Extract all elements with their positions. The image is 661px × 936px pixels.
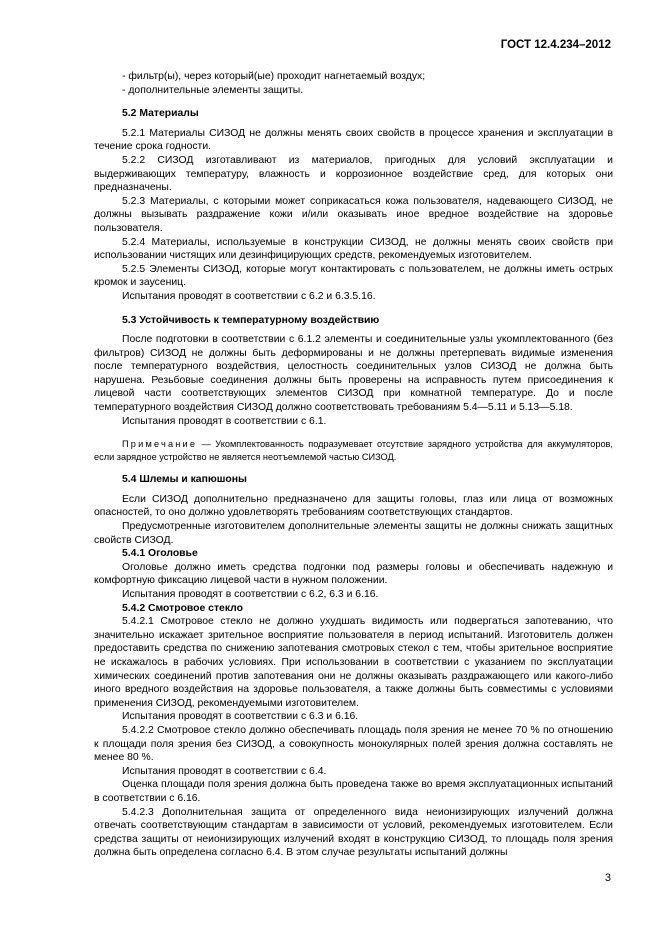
section-heading-5-2: 5.2 Материалы — [122, 108, 199, 120]
paragraph: 5.4.2.3 Дополнительная защита от определенного вида неионизирующих излучений должна отвечать соответствующим стандартам в зависимости от условий, рекомендуемых изготовителем. Если средства защиты от неионизирующих излучений входят в конструкцию СИЗОД, то площадь поля зрения должна быть определена согласно 6.4. В этом случае результаты испытаний должны — [94, 806, 613, 859]
list-item: - дополнительные элементы защиты. — [122, 84, 304, 96]
paragraph: Если СИЗОД дополнительно предназначено для защиты головы, глаз или лица от возможных опасностей, то оно должно удовлетворять требованиям соответствующих стандартов. — [94, 493, 613, 519]
document-header: ГОСТ 12.4.234–2012 — [500, 39, 611, 51]
paragraph: 5.2.3 Материалы, с которыми может соприкасаться кожа пользователя, надевающего СИЗОД, не должны вызывать раздражение кожи и/или оказывать иное вредное воздействие на здоровье пользователя. — [94, 195, 613, 234]
paragraph: 5.2.4 Материалы, используемые в конструкции СИЗОД, не должны менять своих свойств при использовании чистящих или дезинфицирующих средств, рекомендуемых изготовителем. — [94, 236, 613, 262]
note-label: Примечание — [122, 439, 198, 450]
page-number: 3 — [604, 872, 611, 884]
paragraph: Испытания проводят в соответствии с 6.2, 6.3 и 6.16. — [122, 589, 379, 600]
section-heading-5-3: 5.3 Устойчивость к температурному воздействию — [122, 314, 380, 326]
paragraph: 5.4.2.2 Смотровое стекло должно обеспечивать площадь поля зрения не менее 70 % по отношению к площади поля зрения без СИЗОД, а совокупность монокулярных полей зрения должна составлять не менее 80 %. — [94, 724, 613, 764]
subsection-heading-5-4-1: 5.4.1 Оголовье — [122, 548, 198, 560]
paragraph: 5.2.1 Материалы СИЗОД не должны менять своих свойств в процессе хранения и эксплуатации в течение срока годности. — [94, 127, 613, 153]
paragraph: Испытания проводят в соответствии с 6.1. — [122, 415, 327, 427]
note-text: — Укомплектованность подразумевает отсутствие зарядного устройства для аккумуляторов, если зарядное устройство не является неотъемлемой частью СИЗОД. — [94, 439, 613, 462]
paragraph: 5.2.5 Элементы СИЗОД, которые могут контактировать с пользователем, не должны иметь острых кромок и заусениц. — [94, 263, 613, 289]
paragraph: Предусмотренные изготовителем дополнительные элементы защиты не должны снижать защитных свойств СИЗОД. — [94, 521, 613, 546]
paragraph: Испытания проводят в соответствии с 6.3 и 6.16. — [122, 711, 359, 723]
paragraph: 5.4.2.1 Смотровое стекло не должно ухудшать видимость или подвергаться запотеванию, что значительно искажает зрительное восприятие пользователя в период испытаний. Изготовитель должен предоставить средства по снижению запотевания смотровых стекол с тем, чтобы зрительное восприятие не искажалось в рабочих условиях. При использовании в соответствии с указанием по эксплуатации химических соединений против запотевания они не должны оказывать раздражающего или какого-либо иного вредного воздействия на здоровье пользователя, а также должны быть совместимы с условиями применения СИЗОД, рекомендуемыми изготовителем. — [94, 616, 613, 709]
paragraph: Испытания проводят в соответствии с 6.4. — [122, 765, 327, 777]
paragraph: После подготовки в соответствии с 6.1.2 элементы и соединительные узлы укомплектованного (без фильтров) СИЗОД не должны быть деформированы и не должны претерпевать видимые изменения после температурного воздействия, целостность соединительных узлов СИЗОД не должна быть нарушена. Резьбовые соединения должны быть проверены на исправность путем присоединения к лицевой части соответствующих элементов СИЗОД при комнатной температуре. До и после температурного воздействия СИЗОД должно соответствовать требованиям 5.4—5.11 и 5.13—5.18. — [94, 334, 613, 414]
paragraph: Испытания проводят в соответствии с 6.2 и 6.3.5.16. — [122, 290, 376, 302]
paragraph: Оценка площади поля зрения должна быть проведена также во время эксплуатационных испытаний в соответствии с 6.16. — [94, 779, 613, 804]
subsection-heading-5-4-2: 5.4.2 Смотровое стекло — [122, 602, 243, 614]
note — [94, 438, 613, 463]
document-body — [94, 70, 613, 860]
list-item: - фильтр(ы), через который(ые) проходит нагнетаемый воздух; — [122, 71, 426, 82]
paragraph: 5.2.2 СИЗОД изготавливают из материалов, пригодных для условий эксплуатации и выдерживающих температуру, влажность и коррозионное воздействие сред, для которых они предназначены. — [94, 154, 613, 194]
paragraph: Оголовье должно иметь средства подгонки под размеры головы и обеспечивать надежную и комфортную фиксацию лицевой части в нужном положении. — [94, 561, 613, 587]
section-heading-5-4: 5.4 Шлемы и капюшоны — [122, 474, 247, 486]
